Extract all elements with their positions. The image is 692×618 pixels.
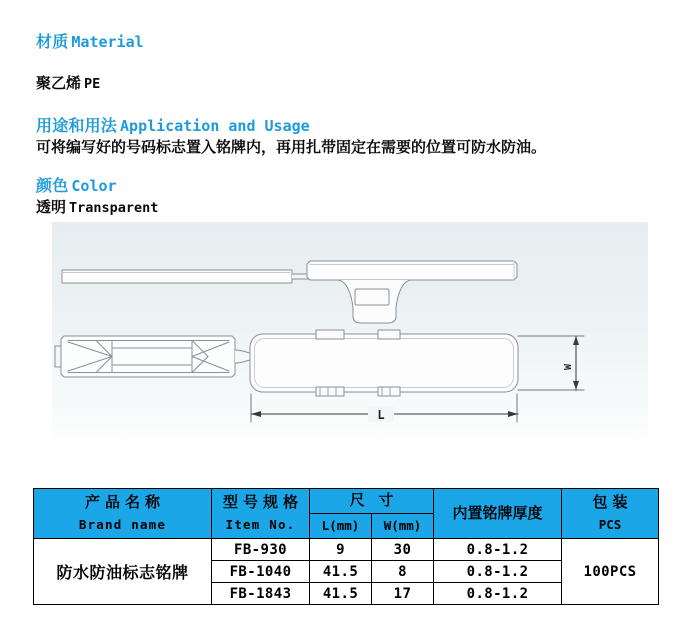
header-cell-width: [372, 514, 434, 539]
section-heading-color: [36, 176, 656, 197]
header-width-en: W(mm): [383, 518, 422, 533]
side-view-strap-icon: [62, 270, 310, 283]
cell-thickness: 0.8-1.2: [434, 583, 562, 605]
section-body-application: [36, 139, 656, 158]
cell-item-no: FB-1843: [212, 583, 310, 605]
cell-length: 41.5: [310, 583, 372, 605]
product-diagram-panel: [52, 222, 648, 440]
spacer: [36, 158, 656, 176]
section-heading-color-cn: 颜色: [36, 178, 69, 195]
side-view-plate-icon: [307, 261, 517, 323]
section-heading-material: [36, 32, 656, 53]
section-heading-material-en: Material: [71, 33, 144, 51]
cell-item-no: FB-930: [212, 539, 310, 561]
section-body-material-en: PE: [84, 76, 101, 92]
specification-table: [33, 488, 659, 605]
header-cell-plate-thickness: [434, 489, 562, 539]
header-length-en: L(mm): [321, 518, 360, 533]
section-body-color-en: Transparent: [69, 200, 159, 216]
dimension-label-width: W: [563, 363, 574, 371]
spacer: [36, 94, 656, 116]
header-brand-en: Brand name: [78, 516, 167, 532]
section-body-application-cn: 可将编写好的号码标志置入铭牌内，再用扎带固定在需要的位置可防水防油。: [36, 140, 547, 156]
header-item-cn: 型号规格: [222, 494, 303, 511]
cell-width: 8: [372, 561, 434, 583]
specification-text-block: [36, 32, 656, 218]
header-packing-cn: 包装: [592, 494, 633, 511]
header-packing-en: PCS: [598, 516, 622, 532]
section-heading-application-en: Application and Usage: [120, 117, 310, 135]
cell-length: 41.5: [310, 561, 372, 583]
cell-thickness: 0.8-1.2: [434, 539, 562, 561]
header-brand-cn: 产品名称: [84, 494, 165, 511]
header-cell-item-no: [212, 489, 310, 539]
plan-view-cable-tie-icon: [55, 336, 250, 377]
cell-packing: 100PCS: [562, 539, 659, 605]
dimension-label-length: L: [377, 408, 385, 422]
plan-view-plate-icon: [250, 330, 518, 396]
section-body-color-cn: 透明: [36, 200, 67, 216]
section-heading-application-cn: 用途和用法: [36, 118, 118, 135]
spacer: [36, 53, 656, 75]
table-header-row-primary: [34, 489, 659, 514]
cell-width: 17: [372, 583, 434, 605]
header-cell-brand: [34, 489, 212, 539]
section-body-color: [36, 199, 656, 218]
header-plate-thickness-cn: 内置铭牌厚度: [452, 505, 543, 522]
cell-width: 30: [372, 539, 434, 561]
section-heading-application: [36, 116, 656, 137]
cell-brand-name: 防水防油标志铭牌: [34, 539, 212, 605]
header-cell-size: [310, 489, 434, 514]
section-heading-material-cn: 材质: [36, 34, 69, 51]
section-body-material-cn: 聚乙烯: [36, 76, 82, 92]
product-technical-drawing: [52, 222, 648, 440]
cell-length: 9: [310, 539, 372, 561]
header-cell-packing: [562, 489, 659, 539]
cell-item-no: FB-1040: [212, 561, 310, 583]
header-item-en: Item No.: [225, 516, 296, 532]
table-row: [34, 539, 659, 561]
header-cell-length: [310, 514, 372, 539]
cell-thickness: 0.8-1.2: [434, 561, 562, 583]
section-heading-color-en: Color: [71, 177, 117, 195]
header-size-cn: 尺 寸: [349, 493, 399, 509]
specification-table-container: [33, 488, 658, 605]
section-body-material: [36, 75, 656, 94]
